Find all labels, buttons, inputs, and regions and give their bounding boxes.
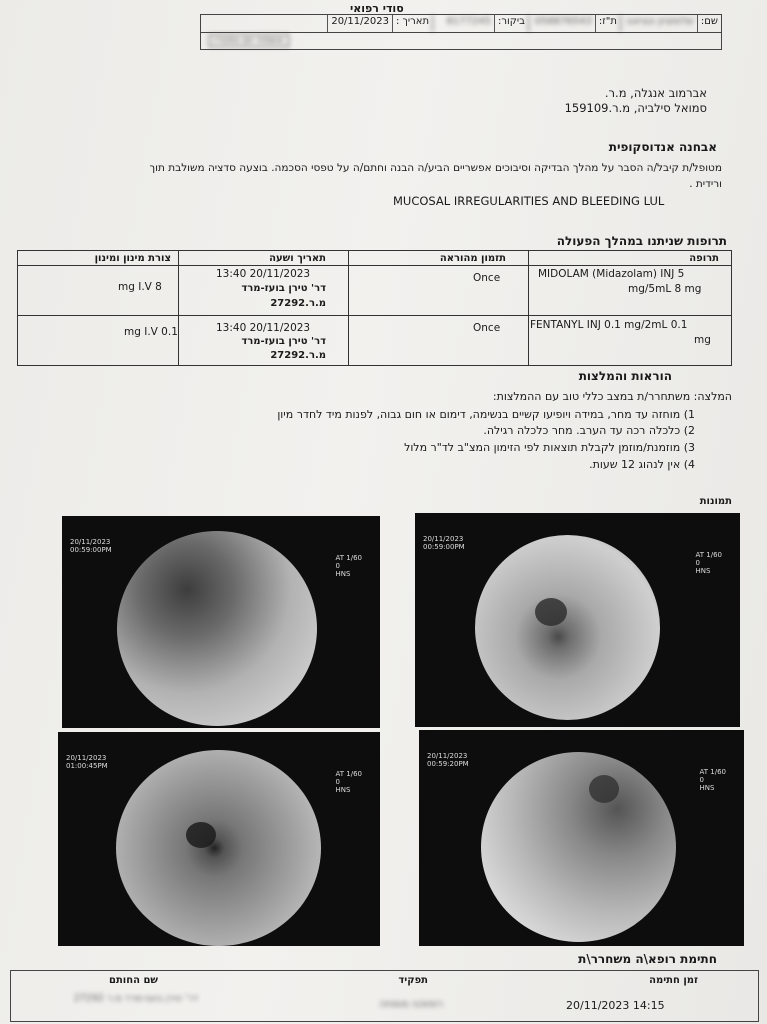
instruction-item-3: 3) מוזמנת/מוזמן לקבלת תוצאות לפי הזימון המצ"ב לד"ר מלול bbox=[404, 441, 695, 454]
image-1-date: 20/11/2023 bbox=[423, 535, 464, 543]
meds-table bbox=[17, 250, 732, 366]
row1-drug-line2: mg/5mL 8 mg bbox=[628, 283, 702, 295]
row2-timing: Once bbox=[473, 322, 501, 334]
row1-drug-line1: MIDOLAM (Midazolam) INJ 5 bbox=[538, 268, 685, 280]
signature-col-name: שם החותם bbox=[109, 975, 158, 986]
confidential-title: סודי רפואי bbox=[350, 2, 404, 15]
endoscopy-image-4 bbox=[58, 732, 380, 946]
id-value: 058876543 bbox=[528, 15, 595, 32]
signature-name-value: דר' טירן בועז-מרד מ.ר 27292 bbox=[73, 993, 198, 1004]
department-value: אשפוז יום גסטרו bbox=[209, 34, 289, 47]
date-value: 20/11/2023 bbox=[327, 15, 392, 32]
row2-dose: mg I.V 0.1 bbox=[124, 326, 178, 338]
image-4-at: AT 1/60 bbox=[335, 770, 362, 778]
name-label: שם: bbox=[697, 15, 721, 32]
row2-datetime: 13:40 20/11/2023 bbox=[216, 322, 311, 334]
image-2-zero: 0 bbox=[335, 562, 340, 570]
row2-doctor: דר' טירן בועז-מרד bbox=[241, 336, 326, 347]
image-1-zero: 0 bbox=[695, 559, 700, 567]
signature-role-value: רופא/ה מומחה bbox=[379, 999, 443, 1010]
meds-heading: תרופות שניתנו במהלך הפעולה bbox=[556, 234, 727, 248]
endoscopy-image-3 bbox=[419, 730, 744, 946]
instruction-item-2: 2) כלכלה רכה עד הערב. מחר כלכלה רגילה. bbox=[483, 424, 695, 437]
name-value: שלומציון ונציאנו bbox=[620, 15, 697, 32]
diagnosis-finding: MUCOSAL IRREGULARITIES AND BLEEDING LUL bbox=[393, 194, 665, 208]
image-1-at: AT 1/60 bbox=[695, 551, 722, 559]
signature-time-value: 20/11/2023 14:15 bbox=[566, 999, 665, 1012]
patient-header-box bbox=[200, 14, 722, 50]
image-3-date: 20/11/2023 bbox=[427, 752, 468, 760]
image-3-zero: 0 bbox=[699, 776, 704, 784]
row1-doctor: דר' טירן בועז-מרד bbox=[241, 283, 326, 294]
patient-header-row bbox=[201, 15, 721, 32]
image-4-zero: 0 bbox=[335, 778, 340, 786]
image-4-date: 20/11/2023 bbox=[66, 754, 107, 762]
image-2-at: AT 1/60 bbox=[335, 554, 362, 562]
instructions-intro: המלצה: משתחרר/ת במצב כללי טוב עם ההמלצות: bbox=[492, 390, 732, 403]
col-header-datetime: תאריך ושעה bbox=[269, 253, 326, 264]
image-4-time: 01:00:45PM bbox=[66, 762, 108, 770]
image-3-at: AT 1/60 bbox=[699, 768, 726, 776]
signature-heading: חתימת רופא\ה משחרר\ת bbox=[578, 952, 717, 966]
instructions-heading: הוראות והמלצות bbox=[578, 369, 672, 383]
id-label: ת"ז: bbox=[595, 15, 620, 32]
signature-col-time: זמן חתימה bbox=[649, 975, 698, 986]
doctor-line-2: סמואל סילביה, מ.ר.159109 bbox=[564, 101, 707, 115]
image-1-hns: HNS bbox=[695, 567, 711, 575]
col-header-timing: תזמון מהוראה bbox=[439, 253, 506, 264]
images-heading: תמונות bbox=[699, 496, 732, 507]
header-extra-row bbox=[201, 32, 721, 49]
diagnosis-text-2: ורידית . bbox=[689, 178, 722, 190]
image-3-time: 00:59:20PM bbox=[427, 760, 469, 768]
row1-timing: Once bbox=[473, 272, 501, 284]
image-1-time: 00:59:00PM bbox=[423, 543, 465, 551]
endoscopy-image-1 bbox=[415, 513, 740, 727]
diagnosis-text-1: מטופל/ת קיבל/ה הסבר על מהלך הבדיקה וסיבוכים אפשריים הביע/ה הבנה וחתם/ה על טפסי הסכמה. בוצעה סדציה משולבת תוך bbox=[149, 162, 722, 174]
row2-drug-line1: FENTANYL INJ 0.1 mg/2mL 0.1 bbox=[530, 319, 688, 331]
signature-box bbox=[10, 970, 759, 1022]
image-2-hns: HNS bbox=[335, 570, 351, 578]
doctor-line-1: אברמוב אנגלה, מ.ר. bbox=[604, 86, 707, 100]
col-header-dose: צורת מינון ומינון bbox=[94, 253, 171, 264]
image-4-hns: HNS bbox=[335, 786, 351, 794]
row1-dose: mg I.V 8 bbox=[118, 281, 162, 293]
instruction-item-1: 1) מוחזה עד מחר, במידה ויופיעו קשיים בנשימה, דימום או חום גבוה, לפנות מיד לחדר מיון bbox=[277, 408, 695, 421]
col-header-drug: תרופה bbox=[689, 253, 719, 264]
image-2-time: 00:59:00PM bbox=[70, 546, 112, 554]
visit-value: 8177245 bbox=[432, 15, 494, 32]
row1-license: מ.ר.27292 bbox=[270, 298, 326, 309]
image-3-hns: HNS bbox=[699, 784, 715, 792]
image-2-date: 20/11/2023 bbox=[70, 538, 111, 546]
instruction-item-4: 4) אין לנהוג 12 שעות. bbox=[589, 458, 695, 471]
signature-col-role: תפקיד bbox=[398, 975, 428, 986]
visit-label: ביקור: bbox=[494, 15, 528, 32]
date-label: תאריך : bbox=[392, 15, 432, 32]
row1-datetime: 13:40 20/11/2023 bbox=[216, 268, 311, 280]
endoscopy-image-2 bbox=[62, 516, 380, 728]
row2-license: מ.ר.27292 bbox=[270, 350, 326, 361]
row2-drug-line2: mg bbox=[694, 334, 711, 346]
diagnosis-heading: אבחנה אנדוסקופית bbox=[608, 140, 717, 154]
